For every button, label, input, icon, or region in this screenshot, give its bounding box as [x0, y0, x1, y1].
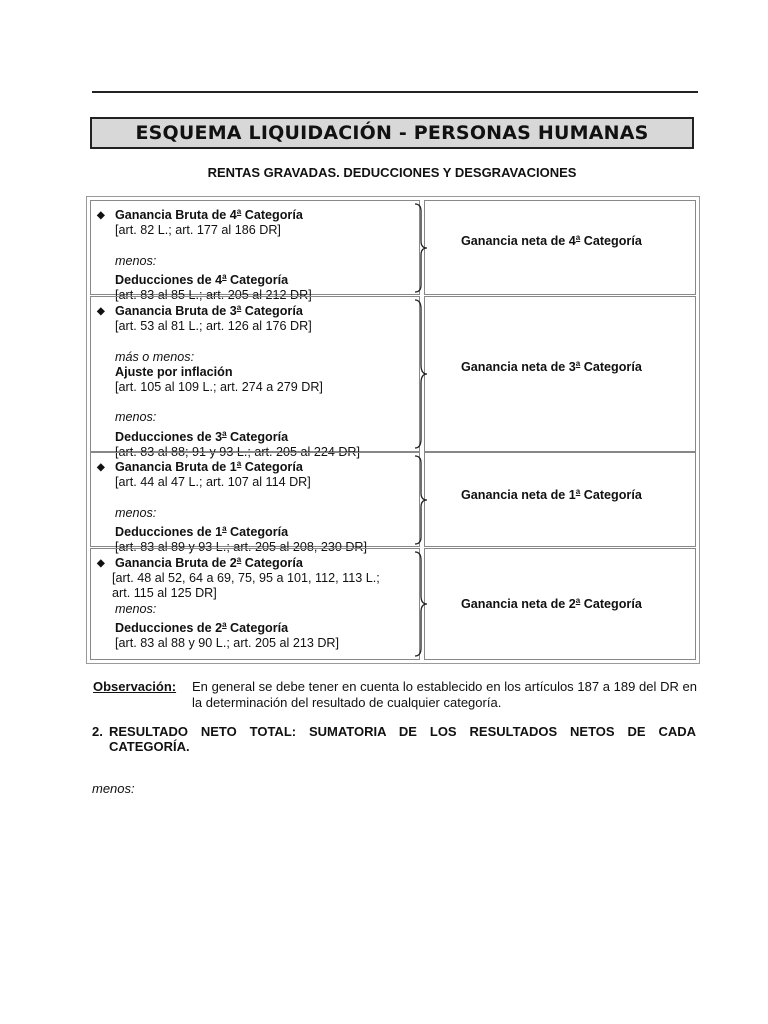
ordinal-mark: a — [222, 271, 227, 281]
category-suffix: Categoría — [241, 556, 303, 570]
category-suffix: Categoría — [580, 488, 642, 502]
row-right-cell — [424, 200, 696, 295]
net-income-label — [461, 233, 642, 248]
row-left-cell — [90, 452, 420, 554]
curly-brace-icon — [413, 299, 429, 449]
net-income-label — [461, 596, 642, 611]
row-right-cell — [424, 548, 696, 660]
bruta-articles: [art. 53 al 81 L.; art. 126 al 176 DR] — [115, 319, 312, 334]
bruta-articles: [art. 44 al 47 L.; art. 107 al 114 DR] — [115, 475, 311, 490]
section-text: RESULTADO NETO TOTAL: SUMATORIA DE LOS RESULTADOS NETOS DE CADA CATEGORÍA. — [109, 724, 696, 754]
observation-text: En general se debe tener en cuenta lo establecido en los artículos 187 a 189 del DR en la determinación del resultado de cualquier categoría. — [192, 679, 697, 710]
category-suffix: Categoría — [580, 360, 642, 374]
mas-o-menos-label: más o menos: — [115, 349, 195, 364]
observation-label: Observación: — [93, 679, 177, 694]
menos-label-bottom: menos: — [92, 781, 135, 796]
category-suffix: Categoría — [226, 429, 289, 444]
ordinal-mark: a — [575, 487, 581, 496]
deducciones-articles: [art. 83 al 88 y 90 L.; art. 205 al 213 DR] — [115, 636, 340, 651]
ordinal-mark: a — [222, 619, 227, 629]
ordinal-mark: a — [236, 207, 242, 216]
deducciones-articles: [art. 83 al 85 L.; art. 205 al 212 DR] — [115, 288, 312, 302]
bruta-articles: [art. 82 L.; art. 177 al 186 DR] — [115, 223, 281, 238]
bruta-articles-cont: art. 115 al 125 DR] — [112, 586, 217, 601]
curly-brace-icon — [413, 203, 429, 293]
neta-text: Ganancia neta de 2 — [461, 597, 576, 611]
neta-text: Ganancia neta de 3 — [461, 360, 576, 374]
bruta-articles: [art. 48 al 52, 64 a 69, 75, 95 a 101, 112, 113 L.; — [112, 571, 380, 586]
bruta-label: Ganancia Bruta de 4 — [115, 208, 237, 222]
menos-label: menos: — [115, 253, 157, 268]
category-suffix: Categoría — [241, 460, 303, 474]
deducciones-label: Deducciones de 2 — [115, 620, 223, 635]
deducciones-articles: [art. 83 al 89 y 93 L.; art. 205 al 208, 230 DR] — [115, 540, 368, 554]
ordinal-mark: a — [575, 596, 581, 605]
menos-label: menos: — [115, 410, 157, 425]
section-number: 2. — [92, 724, 103, 739]
category-suffix: Categoría — [226, 620, 289, 635]
deducciones-label: Deducciones de 4 — [115, 272, 223, 287]
diamond-bullet-icon: ◆ — [97, 462, 105, 473]
document-title: ESQUEMA LIQUIDACIÓN - PERSONAS HUMANAS — [90, 117, 694, 149]
deducciones-label: Deducciones de 3 — [115, 429, 223, 444]
bruta-label: Ganancia Bruta de 1 — [115, 460, 237, 474]
row-left-cell — [90, 548, 420, 660]
document-subtitle: RENTAS GRAVADAS. DEDUCCIONES Y DESGRAVACIONES — [207, 165, 577, 180]
menos-label: menos: — [115, 505, 157, 520]
top-rule — [92, 91, 698, 93]
menos-label: menos: — [115, 601, 157, 616]
category-suffix: Categoría — [226, 524, 289, 539]
category-suffix: Categoría — [580, 234, 642, 248]
curly-brace-icon — [413, 551, 429, 657]
net-income-label — [461, 487, 642, 502]
bruta-label: Ganancia Bruta de 3 — [115, 304, 237, 318]
row-cuarta-categoria — [90, 200, 696, 302]
diamond-bullet-icon: ◆ — [97, 558, 105, 569]
deducciones-articles: [art. 83 al 88; 91 y 93 L.; art. 205 al 224 DR] — [115, 444, 361, 459]
category-suffix: Categoría — [241, 208, 303, 222]
row-left-cell — [90, 296, 420, 459]
category-suffix: Categoría — [241, 304, 303, 318]
ordinal-mark: a — [222, 428, 227, 438]
categories-scheme — [86, 196, 700, 664]
category-suffix: Categoría — [226, 272, 289, 287]
row-tercera-categoria — [90, 296, 696, 459]
bruta-label: Ganancia Bruta de 2 — [115, 556, 237, 570]
neta-text: Ganancia neta de 4 — [461, 234, 576, 248]
diamond-bullet-icon: ◆ — [97, 210, 105, 221]
deducciones-label: Deducciones de 1 — [115, 524, 223, 539]
ordinal-mark: a — [236, 555, 242, 564]
net-income-label — [461, 359, 642, 374]
row-primera-categoria — [90, 452, 696, 554]
row-segunda-categoria — [90, 548, 696, 660]
category-suffix: Categoría — [580, 597, 642, 611]
diamond-bullet-icon: ◆ — [97, 306, 105, 317]
ordinal-mark: a — [236, 459, 242, 468]
ordinal-mark: a — [575, 233, 581, 242]
ordinal-mark: a — [222, 523, 227, 533]
ordinal-mark: a — [236, 303, 242, 312]
neta-text: Ganancia neta de 1 — [461, 488, 576, 502]
row-right-cell — [424, 452, 696, 547]
row-right-cell — [424, 296, 696, 452]
curly-brace-icon — [413, 455, 429, 545]
ajuste-articles: [art. 105 al 109 L.; art. 274 a 279 DR] — [115, 380, 323, 394]
ordinal-mark: a — [575, 359, 581, 368]
ajuste-label: Ajuste por inflación — [115, 364, 233, 379]
row-left-cell — [90, 200, 420, 302]
